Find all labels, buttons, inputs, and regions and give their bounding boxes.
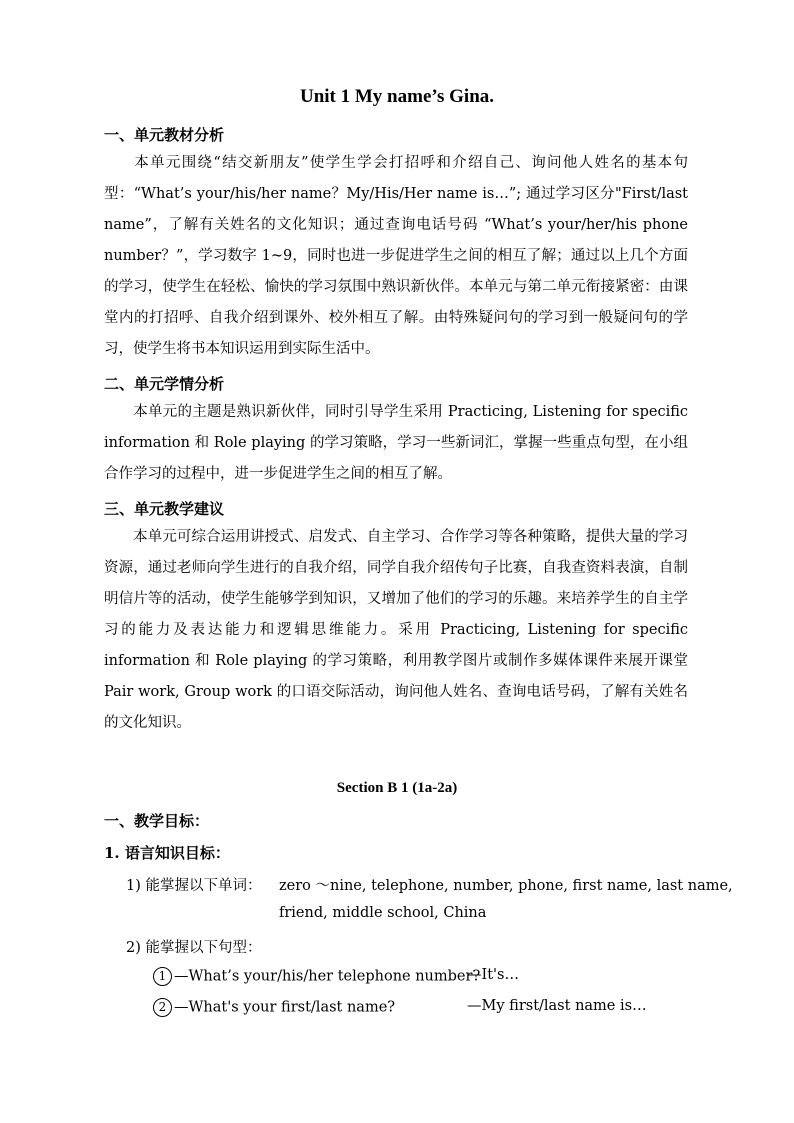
item-words-line1: zero ～nine, telephone, number, phone, first name, last name, xyxy=(279,878,733,894)
teaching-goals-heading: 一、教学目标： xyxy=(104,812,210,830)
paragraph-text: 本单元围绕“结交新朋友”使学生学会打招呼和介绍自己、询问他人姓名的基本句型：“What’s your/his/her name？My/His/Her name is…”; 通过学习区分"First/last name”，了解有关姓名的文化知识；通过查询电话号码 “What’s your/her/his phone number？”，学习数字 1~9，同时也进一步促进学生之间的相互了解；通过以上几个方面的学习，使学生在轻松、愉快的学习氛围中熟识新伙伴。本单元与第二单元衔接紧密：由课堂内的打招呼、自我介绍到课外、校外相互了解。由特殊疑问句的学习到一般疑问句的学习，使学生将书本知识运用到实际生活中。 xyxy=(104,155,688,357)
section-paragraph-teaching-suggestions xyxy=(104,522,688,739)
paragraph-text: 本单元可综合运用讲授式、启发式、自主学习、合作学习等各种策略，提供大量的学习资源，通过老师向学生进行的自我介绍，同学自我介绍传句子比赛，自我查资料表演，自制明信片等的活动，使学生能够学到知识，又增加了他们的学习的乐趣。来培养学生的自主学习的能力及表达能力和逻辑思维能力。采用 Practicing, Listening for specific information 和 Role playing 的学习策略，利用教学图片或制作多媒体课件来展开课堂 Pair work, Group work 的口语交际活动，询问他人姓名、查询电话号码，了解有关姓名的文化知识。 xyxy=(104,529,688,731)
item-words-label: 1) 能掌握以下单词： xyxy=(126,878,262,894)
item-sentences-label: 2) 能掌握以下句型： xyxy=(126,940,262,956)
sentence-question-text: —What's your first/last name? xyxy=(174,999,396,1016)
sentence-question-1 xyxy=(153,967,480,986)
language-knowledge-heading: 1. 语言知识目标： xyxy=(104,844,230,862)
document-title: Unit 1 My name’s Gina. xyxy=(299,86,495,107)
circled-number: 2 xyxy=(153,998,172,1017)
section-heading-teaching-suggestions: 三、单元教学建议 xyxy=(104,500,225,518)
section-heading-textbook-analysis: 一、单元教材分析 xyxy=(104,126,225,144)
sentence-answer-1: —It's… xyxy=(467,967,519,983)
paragraph-text: 本单元的主题是熟识新伙伴，同时引导学生采用 Practicing, Listening for specific information 和 Role playing 的学习策略，学习一些新词汇，掌握一些重点句型，在小组合作学习的过程中，进一步促进学生之间的相互了解。 xyxy=(104,404,688,482)
section-paragraph-textbook-analysis xyxy=(104,148,688,365)
sentence-question-2 xyxy=(153,998,395,1017)
section-heading-learner-analysis: 二、单元学情分析 xyxy=(104,375,225,393)
circled-number: 1 xyxy=(153,967,172,986)
item-words-line2: friend, middle school, China xyxy=(279,905,487,921)
sentence-question-text: —What’s your/his/her telephone number? xyxy=(174,968,481,985)
sentence-answer-2: —My first/last name is… xyxy=(467,998,647,1014)
section-paragraph-learner-analysis xyxy=(104,397,688,490)
section-b-title: Section B 1 (1a-2a) xyxy=(336,780,458,796)
